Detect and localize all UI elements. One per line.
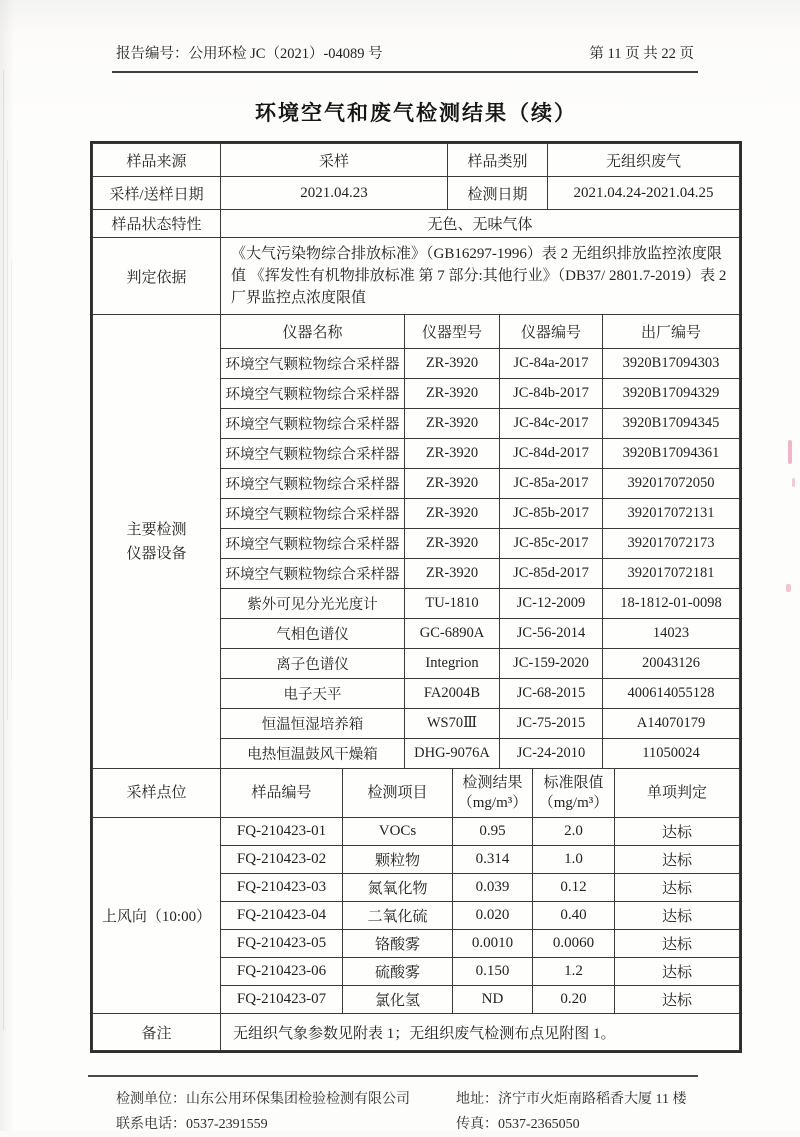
column-header: 样品编号 [221, 769, 343, 818]
table-cell: JC-85b-2017 [500, 499, 603, 529]
table-cell: 紫外可见分光光度计 [221, 589, 405, 619]
table-cell: 0.40 [533, 902, 615, 930]
table-cell: 气相色谱仪 [221, 619, 405, 649]
result-table [90, 141, 742, 1053]
table-header-row [93, 769, 740, 818]
column-header: 出厂编号 [603, 315, 740, 349]
table-cell: 20043126 [603, 649, 740, 679]
scan-artifact-mark [788, 440, 792, 464]
test-date-value: 2021.04.24-2021.04.25 [548, 177, 740, 210]
header-rule [112, 71, 698, 73]
table-cell: VOCs [343, 818, 453, 846]
table-cell: ZR-3920 [405, 439, 500, 469]
sample-source-value: 采样 [221, 144, 448, 177]
table-cell: ZR-3920 [405, 559, 500, 589]
table-cell: 392017072181 [603, 559, 740, 589]
table-header-row [93, 315, 740, 349]
table-cell: 环境空气颗粒物综合采样器 [221, 499, 405, 529]
table-cell: 环境空气颗粒物综合采样器 [221, 409, 405, 439]
sample-type-value: 无组织废气 [548, 144, 740, 177]
table-cell: 二氧化硫 [343, 902, 453, 930]
table-cell: 达标 [615, 846, 740, 874]
page-content [90, 0, 742, 1137]
footer-fax: 传真：0537-2365050 [456, 1117, 580, 1132]
page-header [90, 0, 742, 71]
table-row [93, 210, 740, 238]
column-header: 单项判定 [615, 769, 740, 818]
table-cell: 电子天平 [221, 679, 405, 709]
basis-line: 《大气污染物综合排放标准》（GB16297-1996）表 2 无组织排放监控浓度限值 [231, 246, 722, 284]
table-cell: 3920B17094361 [603, 439, 740, 469]
scan-edge-shadow [0, 0, 14, 1131]
table-cell: JC-85c-2017 [500, 529, 603, 559]
table-cell: 11050024 [603, 739, 740, 769]
page-title: 环境空气和废气检测结果（续） [255, 101, 577, 125]
footer-right [456, 1087, 686, 1137]
table-cell: 离子色谱仪 [221, 649, 405, 679]
table-cell: 氯化氢 [343, 986, 453, 1014]
table-cell: JC-24-2010 [500, 739, 603, 769]
table-cell: 3920B17094345 [603, 409, 740, 439]
table-cell: FQ-210423-02 [221, 846, 343, 874]
table-cell: 392017072173 [603, 529, 740, 559]
table-cell: 0.020 [453, 902, 533, 930]
sample-state-label: 样品状态特性 [93, 210, 221, 238]
report-number: 报告编号：公用环检 JC（2021）-04089 号 [116, 46, 383, 62]
footer-left [116, 1087, 456, 1137]
table-cell: FA2004B [405, 679, 500, 709]
column-header: 仪器型号 [405, 315, 500, 349]
table-cell: 达标 [615, 874, 740, 902]
table-cell: 0.314 [453, 846, 533, 874]
table-cell: 达标 [615, 986, 740, 1014]
table-cell: 2.0 [533, 818, 615, 846]
table-row [93, 238, 740, 315]
table-cell: 环境空气颗粒物综合采样器 [221, 559, 405, 589]
table-cell: 392017072131 [603, 499, 740, 529]
table-cell: JC-85d-2017 [500, 559, 603, 589]
table-cell: 铬酸雾 [343, 930, 453, 958]
scan-artifact-mark [792, 478, 795, 487]
table-cell: FQ-210423-05 [221, 930, 343, 958]
table-cell: ZR-3920 [405, 409, 500, 439]
table-cell: 1.2 [533, 958, 615, 986]
judgement-basis-value [221, 238, 740, 315]
table-row [93, 1014, 740, 1051]
table-cell: ZR-3920 [405, 379, 500, 409]
table-cell: ZR-3920 [405, 499, 500, 529]
remark-table [92, 1013, 740, 1051]
table-cell: 达标 [615, 818, 740, 846]
table-cell: ZR-3920 [405, 529, 500, 559]
section-label-line: 仪器设备 [126, 545, 187, 562]
instruments-section-label [93, 315, 221, 769]
table-cell: JC-84b-2017 [500, 379, 603, 409]
table-cell: FQ-210423-06 [221, 958, 343, 986]
column-header: 仪器编号 [500, 315, 603, 349]
table-cell: 3920B17094329 [603, 379, 740, 409]
table-cell: 环境空气颗粒物综合采样器 [221, 379, 405, 409]
sampling-point-label: 上风向（10:00） [93, 818, 221, 1014]
table-cell: 0.150 [453, 958, 533, 986]
table-cell: 1.0 [533, 846, 615, 874]
footer-address: 地址：济宁市火炬南路稻香大厦 11 楼 [456, 1092, 687, 1107]
table-cell: WS70Ⅲ [405, 709, 500, 739]
table-cell: 0.12 [533, 874, 615, 902]
table-cell: FQ-210423-04 [221, 902, 343, 930]
remark-label: 备注 [93, 1014, 221, 1051]
table-cell: 0.20 [533, 986, 615, 1014]
footer-org: 检测单位：山东公用环保集团检验检测有限公司 [116, 1092, 410, 1107]
table-cell: ND [453, 986, 533, 1014]
table-cell: 0.0060 [533, 930, 615, 958]
table-cell: 0.0010 [453, 930, 533, 958]
table-cell: 电热恒温鼓风干燥箱 [221, 739, 405, 769]
table-cell: JC-85a-2017 [500, 469, 603, 499]
sampling-point-header: 采样点位 [93, 769, 221, 818]
table-cell: 18-1812-01-0098 [603, 589, 740, 619]
table-cell: TU-1810 [405, 589, 500, 619]
instruments-table [92, 314, 740, 769]
table-cell: 392017072050 [603, 469, 740, 499]
table-cell: 氮氧化物 [343, 874, 453, 902]
table-cell: JC-68-2015 [500, 679, 603, 709]
table-cell: ZR-3920 [405, 469, 500, 499]
table-cell: DHG-9076A [405, 739, 500, 769]
table-cell: 恒温恒湿培养箱 [221, 709, 405, 739]
table-cell: GC-6890A [405, 619, 500, 649]
sample-source-label: 样品来源 [93, 144, 221, 177]
table-row [93, 177, 740, 210]
sample-state-value: 无色、无味气体 [221, 210, 740, 238]
scan-artifact-stripe [3, 70, 4, 1030]
judgement-basis-label: 判定依据 [93, 238, 221, 315]
table-cell: JC-56-2014 [500, 619, 603, 649]
sampling-date-value: 2021.04.23 [221, 177, 448, 210]
test-date-label: 检测日期 [448, 177, 548, 210]
table-cell: 达标 [615, 902, 740, 930]
table-cell: FQ-210423-07 [221, 986, 343, 1014]
remark-value: 无组织气象参数见附表 1；无组织废气检测布点见附图 1。 [221, 1014, 740, 1051]
table-cell: 400614055128 [603, 679, 740, 709]
table-cell: 环境空气颗粒物综合采样器 [221, 469, 405, 499]
table-cell: 颗粒物 [343, 846, 453, 874]
table-cell: 达标 [615, 930, 740, 958]
footer-phone: 联系电话：0537-2391559 [116, 1117, 268, 1132]
table-cell: JC-75-2015 [500, 709, 603, 739]
scan-artifact-mark [786, 584, 791, 592]
column-header [453, 769, 533, 818]
sampling-date-label: 采样/送样日期 [93, 177, 221, 210]
table-cell: ZR-3920 [405, 349, 500, 379]
table-cell: JC-12-2009 [500, 589, 603, 619]
info-table [92, 143, 740, 315]
table-cell: 14023 [603, 619, 740, 649]
table-cell: FQ-210423-03 [221, 874, 343, 902]
table-cell: 硫酸雾 [343, 958, 453, 986]
table-cell: FQ-210423-01 [221, 818, 343, 846]
header-line: 标准限值 [543, 775, 604, 791]
sampling-table [92, 768, 740, 1014]
sample-type-label: 样品类别 [448, 144, 548, 177]
table-cell: Integrion [405, 649, 500, 679]
table-cell: 0.039 [453, 874, 533, 902]
table-cell: 环境空气颗粒物综合采样器 [221, 439, 405, 469]
table-cell: A14070179 [603, 709, 740, 739]
column-header [533, 769, 615, 818]
page-footer [90, 1077, 742, 1137]
table-cell: 0.95 [453, 818, 533, 846]
header-line: 检测结果 [462, 775, 523, 791]
table-cell: JC-84d-2017 [500, 439, 603, 469]
table-cell: 环境空气颗粒物综合采样器 [221, 529, 405, 559]
column-header: 检测项目 [343, 769, 453, 818]
column-header: 仪器名称 [221, 315, 405, 349]
header-line: （mg/m³） [457, 795, 528, 811]
header-line: （mg/m³） [538, 795, 609, 811]
table-cell: JC-84a-2017 [500, 349, 603, 379]
table-cell: JC-159-2020 [500, 649, 603, 679]
scan-artifact-stripe [7, 160, 8, 720]
table-cell: 环境空气颗粒物综合采样器 [221, 349, 405, 379]
basis-line: 《挥发性有机物排放标准 第 7 部分:其他行业》（DB37/ 2801.7-2019）表 2 厂界监控点浓度限值 [231, 268, 727, 306]
section-label-line: 主要检测 [126, 521, 187, 538]
page-number: 第 11 页 共 22 页 [589, 46, 694, 62]
table-cell: 达标 [615, 958, 740, 986]
table-row [93, 144, 740, 177]
table-cell: 3920B17094303 [603, 349, 740, 379]
table-row [93, 818, 740, 846]
scan-artifact-stripe [11, 260, 12, 680]
table-cell: JC-84c-2017 [500, 409, 603, 439]
